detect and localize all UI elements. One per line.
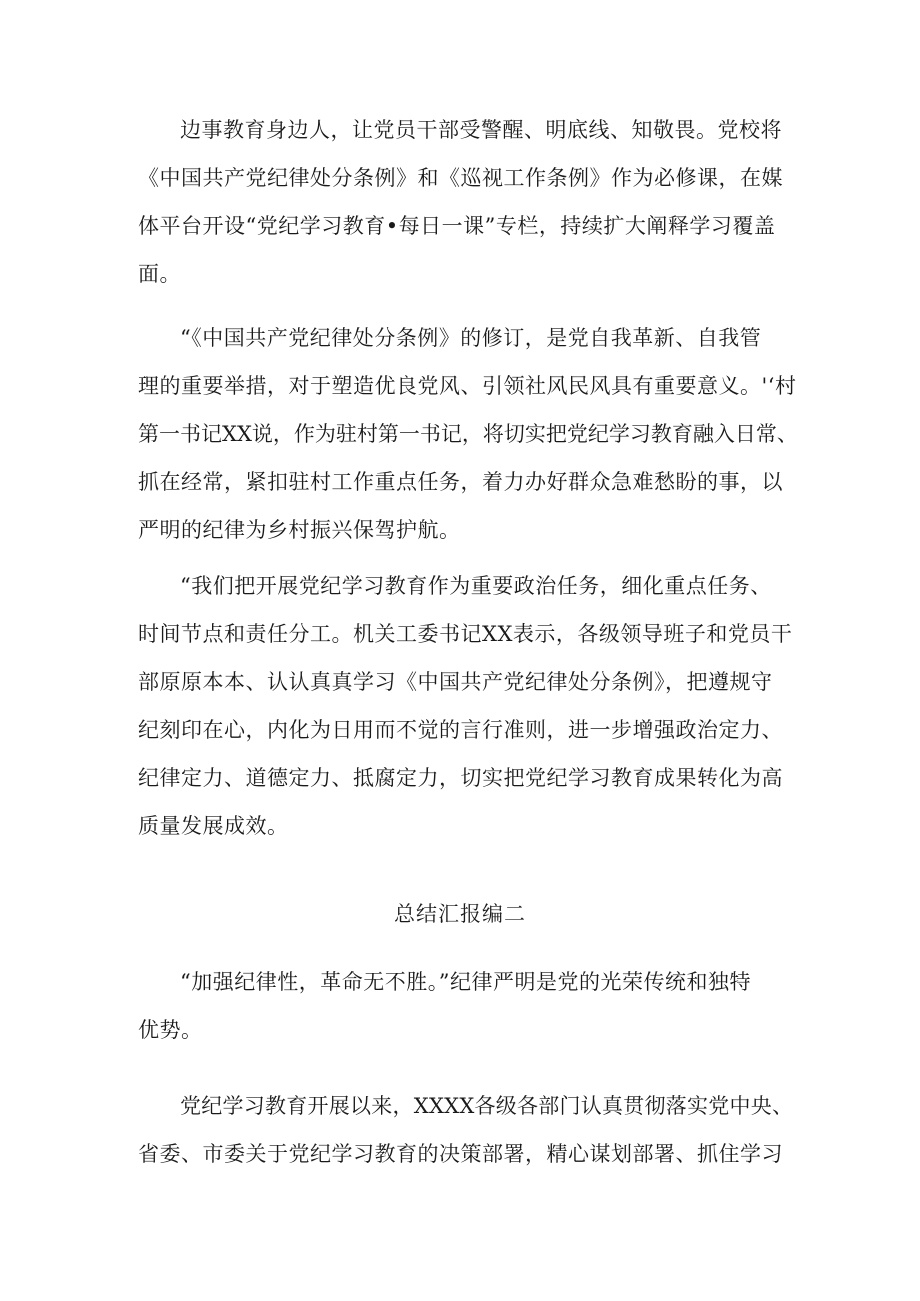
paragraph-line: 质量发展成效。 <box>138 814 289 838</box>
paragraph-line: 面。 <box>138 262 181 286</box>
paragraph-line: “我们把开展党纪学习教育作为重要政治任务，细化重点任务、 <box>180 574 772 598</box>
paragraph-line: 优势。 <box>138 1018 203 1042</box>
paragraph-4 <box>138 958 798 1054</box>
paragraph-line: 党纪学习教育开展以来，XXXX各级各部门认真贯彻落实党中央、 <box>180 1094 794 1118</box>
paragraph-line: 边事教育身边人，让党员干部受警醒、明底线、知敬畏。党校将 <box>180 118 782 142</box>
paragraph-line: 严明的纪律为乡村振兴保驾护航。 <box>138 518 461 542</box>
paragraph-line: “《中国共产党纪律处分条例》的修订，是党自我革新、自我管 <box>180 326 762 350</box>
paragraph-line: 时间节点和责任分工。机关工委书记XX表示，各级领导班子和党员干 <box>138 622 793 646</box>
paragraph-3 <box>138 562 798 850</box>
paragraph-5 <box>138 1082 798 1178</box>
section-heading: 总结汇报编二 <box>394 902 526 926</box>
paragraph-line: 抓在经常，紧扣驻村工作重点任务，着力办好群众急难愁盼的事，以 <box>138 470 783 494</box>
paragraph-line: 纪刻印在心，内化为日用而不觉的言行准则，进一步增强政治定力、 <box>138 718 783 742</box>
paragraph-line: 第一书记XX说，作为驻村第一书记，将切实把党纪学习教育融入日常、 <box>138 422 798 446</box>
paragraph-line: 《中国共产党纪律处分条例》和《巡视工作条例》作为必修课，在媒 <box>138 166 783 190</box>
paragraph-line: 省委、市委关于党纪学习教育的决策部署，精心谋划部署、抓住学习 <box>138 1142 783 1166</box>
paragraph-line: 部原原本本、认认真真学习《中国共产党纪律处分条例》，把遵规守 <box>138 670 773 694</box>
paragraph-1 <box>138 106 798 298</box>
paragraph-2 <box>138 314 798 554</box>
paragraph-line: 理的重要举措，对于塑造优良党风、引领社风民风具有重要意义。'‘村 <box>138 374 797 398</box>
paragraph-line: 体平台开设“党纪学习教育•每日一课”专栏，持续扩大阐释学习覆盖 <box>138 214 776 238</box>
paragraph-line: “加强纪律性，革命无不胜。”纪律严明是党的光荣传统和独特 <box>180 970 751 994</box>
paragraph-line: 纪律定力、道德定力、抵腐定力，切实把党纪学习教育成果转化为高 <box>138 766 783 790</box>
